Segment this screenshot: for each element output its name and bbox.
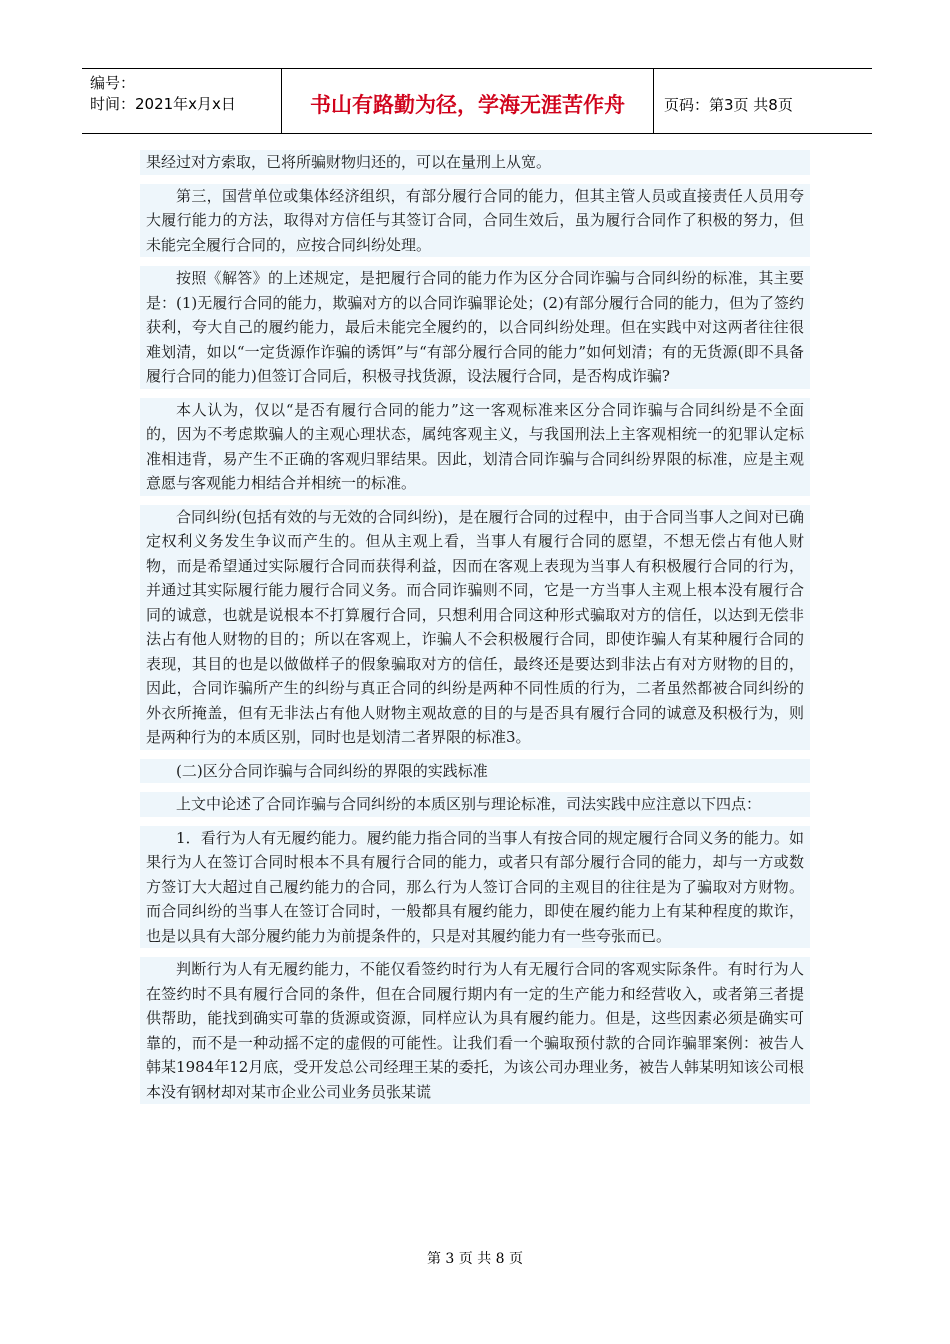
paragraph: 1．看行为人有无履约能力。履约能力指合同的当事人有按合同的规定履行合同义务的能力。如果行为人在签订合同时根本不具有履行合同的能力，或者只有部分履行合同的能力，却与一方或数方签订大大超过自己履约能力的合同，那么行为人签订合同的主观目的往往是为了骗取对方财物。而合同纠纷的当事人在签订合同时，一般都具有履约能力，即使在履约能力上有某种程度的欺诈，也是以具有大部分履约能力为前提条件的，只是对其履约能力有一些夸张而已。 [140, 826, 810, 949]
document-date: 时间：2021年x月x日 [90, 95, 236, 113]
page-header [82, 68, 872, 134]
paragraph: 上文中论述了合同诈骗与合同纠纷的本质区别与理论标准，司法实践中应注意以下四点： [140, 792, 810, 817]
header-motto: 书山有路勤为径，学海无涯苦作舟 [282, 69, 654, 133]
document-number-label: 编号： [90, 74, 136, 92]
paragraph: 按照《解答》的上述规定，是把履行合同的能力作为区分合同诈骗与合同纠纷的标准，其主要是：(1)无履行合同的能力，欺骗对方的以合同诈骗罪论处；(2)有部分履行合同的能力，但为了签约获利，夸大自己的履约能力，最后未能完全履约的，以合同纠纷处理。但在实践中对这两者往往很难划清，如以“一定货源作诈骗的诱饵”与“有部分履行合同的能力”如何划清；有的无货源(即不具备履行合同的能力)但签订合同后，积极寻找货源，设法履行合同，是否构成诈骗? [140, 266, 810, 389]
section-heading: (二)区分合同诈骗与合同纠纷的界限的实践标准 [140, 759, 810, 784]
header-meta [82, 69, 282, 133]
paragraph: 本人认为，仅以“是否有履行合同的能力”这一客观标准来区分合同诈骗与合同纠纷是不全面的，因为不考虑欺骗人的主观心理状态，属纯客观主义，与我国刑法上主客观相统一的犯罪认定标准相违背，易产生不正确的客观归罪结果。因此，划清合同诈骗与合同纠纷界限的标准，应是主观意愿与客观能力相结合并相统一的标准。 [140, 398, 810, 496]
paragraph: 判断行为人有无履约能力，不能仅看签约时行为人有无履行合同的客观实际条件。有时行为人在签约时不具有履行合同的条件，但在合同履行期内有一定的生产能力和经营收入，或者第三者提供帮助，能找到确实可靠的货源或资源，同样应认为具有履约能力。但是，这些因素必须是确实可靠的，而不是一种动摇不定的虚假的可能性。让我们看一个骗取预付款的合同诈骗罪案例：被告人韩某1984年12月底，受开发总公司经理王某的委托，为该公司办理业务，被告人韩某明知该公司根本没有钢材却对某市企业公司业务员张某谎 [140, 957, 810, 1104]
paragraph: 第三，国营单位或集体经济组织，有部分履行合同的能力，但其主管人员或直接责任人员用夸大履行能力的方法，取得对方信任与其签订合同，合同生效后，虽为履行合同作了积极的努力，但未能完全履行合同的，应按合同纠纷处理。 [140, 184, 810, 258]
header-page-info: 页码：第3页 共8页 [664, 95, 793, 114]
page-footer: 第 3 页 共 8 页 [426, 1251, 524, 1267]
paragraph: 合同纠纷(包括有效的与无效的合同纠纷)，是在履行合同的过程中，由于合同当事人之间对已确定权利义务发生争议而产生的。但从主观上看，当事人有履行合同的愿望，不想无偿占有他人财物，而是希望通过实际履行合同而获得利益，因而在客观上表现为当事人有积极履行合同的行为，并通过其实际履行能力履行合同义务。而合同诈骗则不同，它是一方当事人主观上根本没有履行合同的诚意，也就是说根本不打算履行合同，只想利用合同这种形式骗取对方的信任，以达到无偿非法占有他人财物的目的；所以在客观上，诈骗人不会积极履行合同，即使诈骗人有某种履行合同的表现，其目的也是以做做样子的假象骗取对方的信任，最终还是要达到非法占有对方财物的目的，因此，合同诈骗所产生的纠纷与真正合同的纠纷是两种不同性质的行为，二者虽然都被合同纠纷的外衣所掩盖，但有无非法占有他人财物主观故意的目的与是否具有履行合同的诚意及积极行为，则是两种行为的本质区别，同时也是划清二者界限的标准3。 [140, 505, 810, 750]
paragraph: 果经过对方索取，已将所骗财物归还的，可以在量刑上从宽。 [140, 150, 810, 175]
document-body [140, 150, 810, 1113]
